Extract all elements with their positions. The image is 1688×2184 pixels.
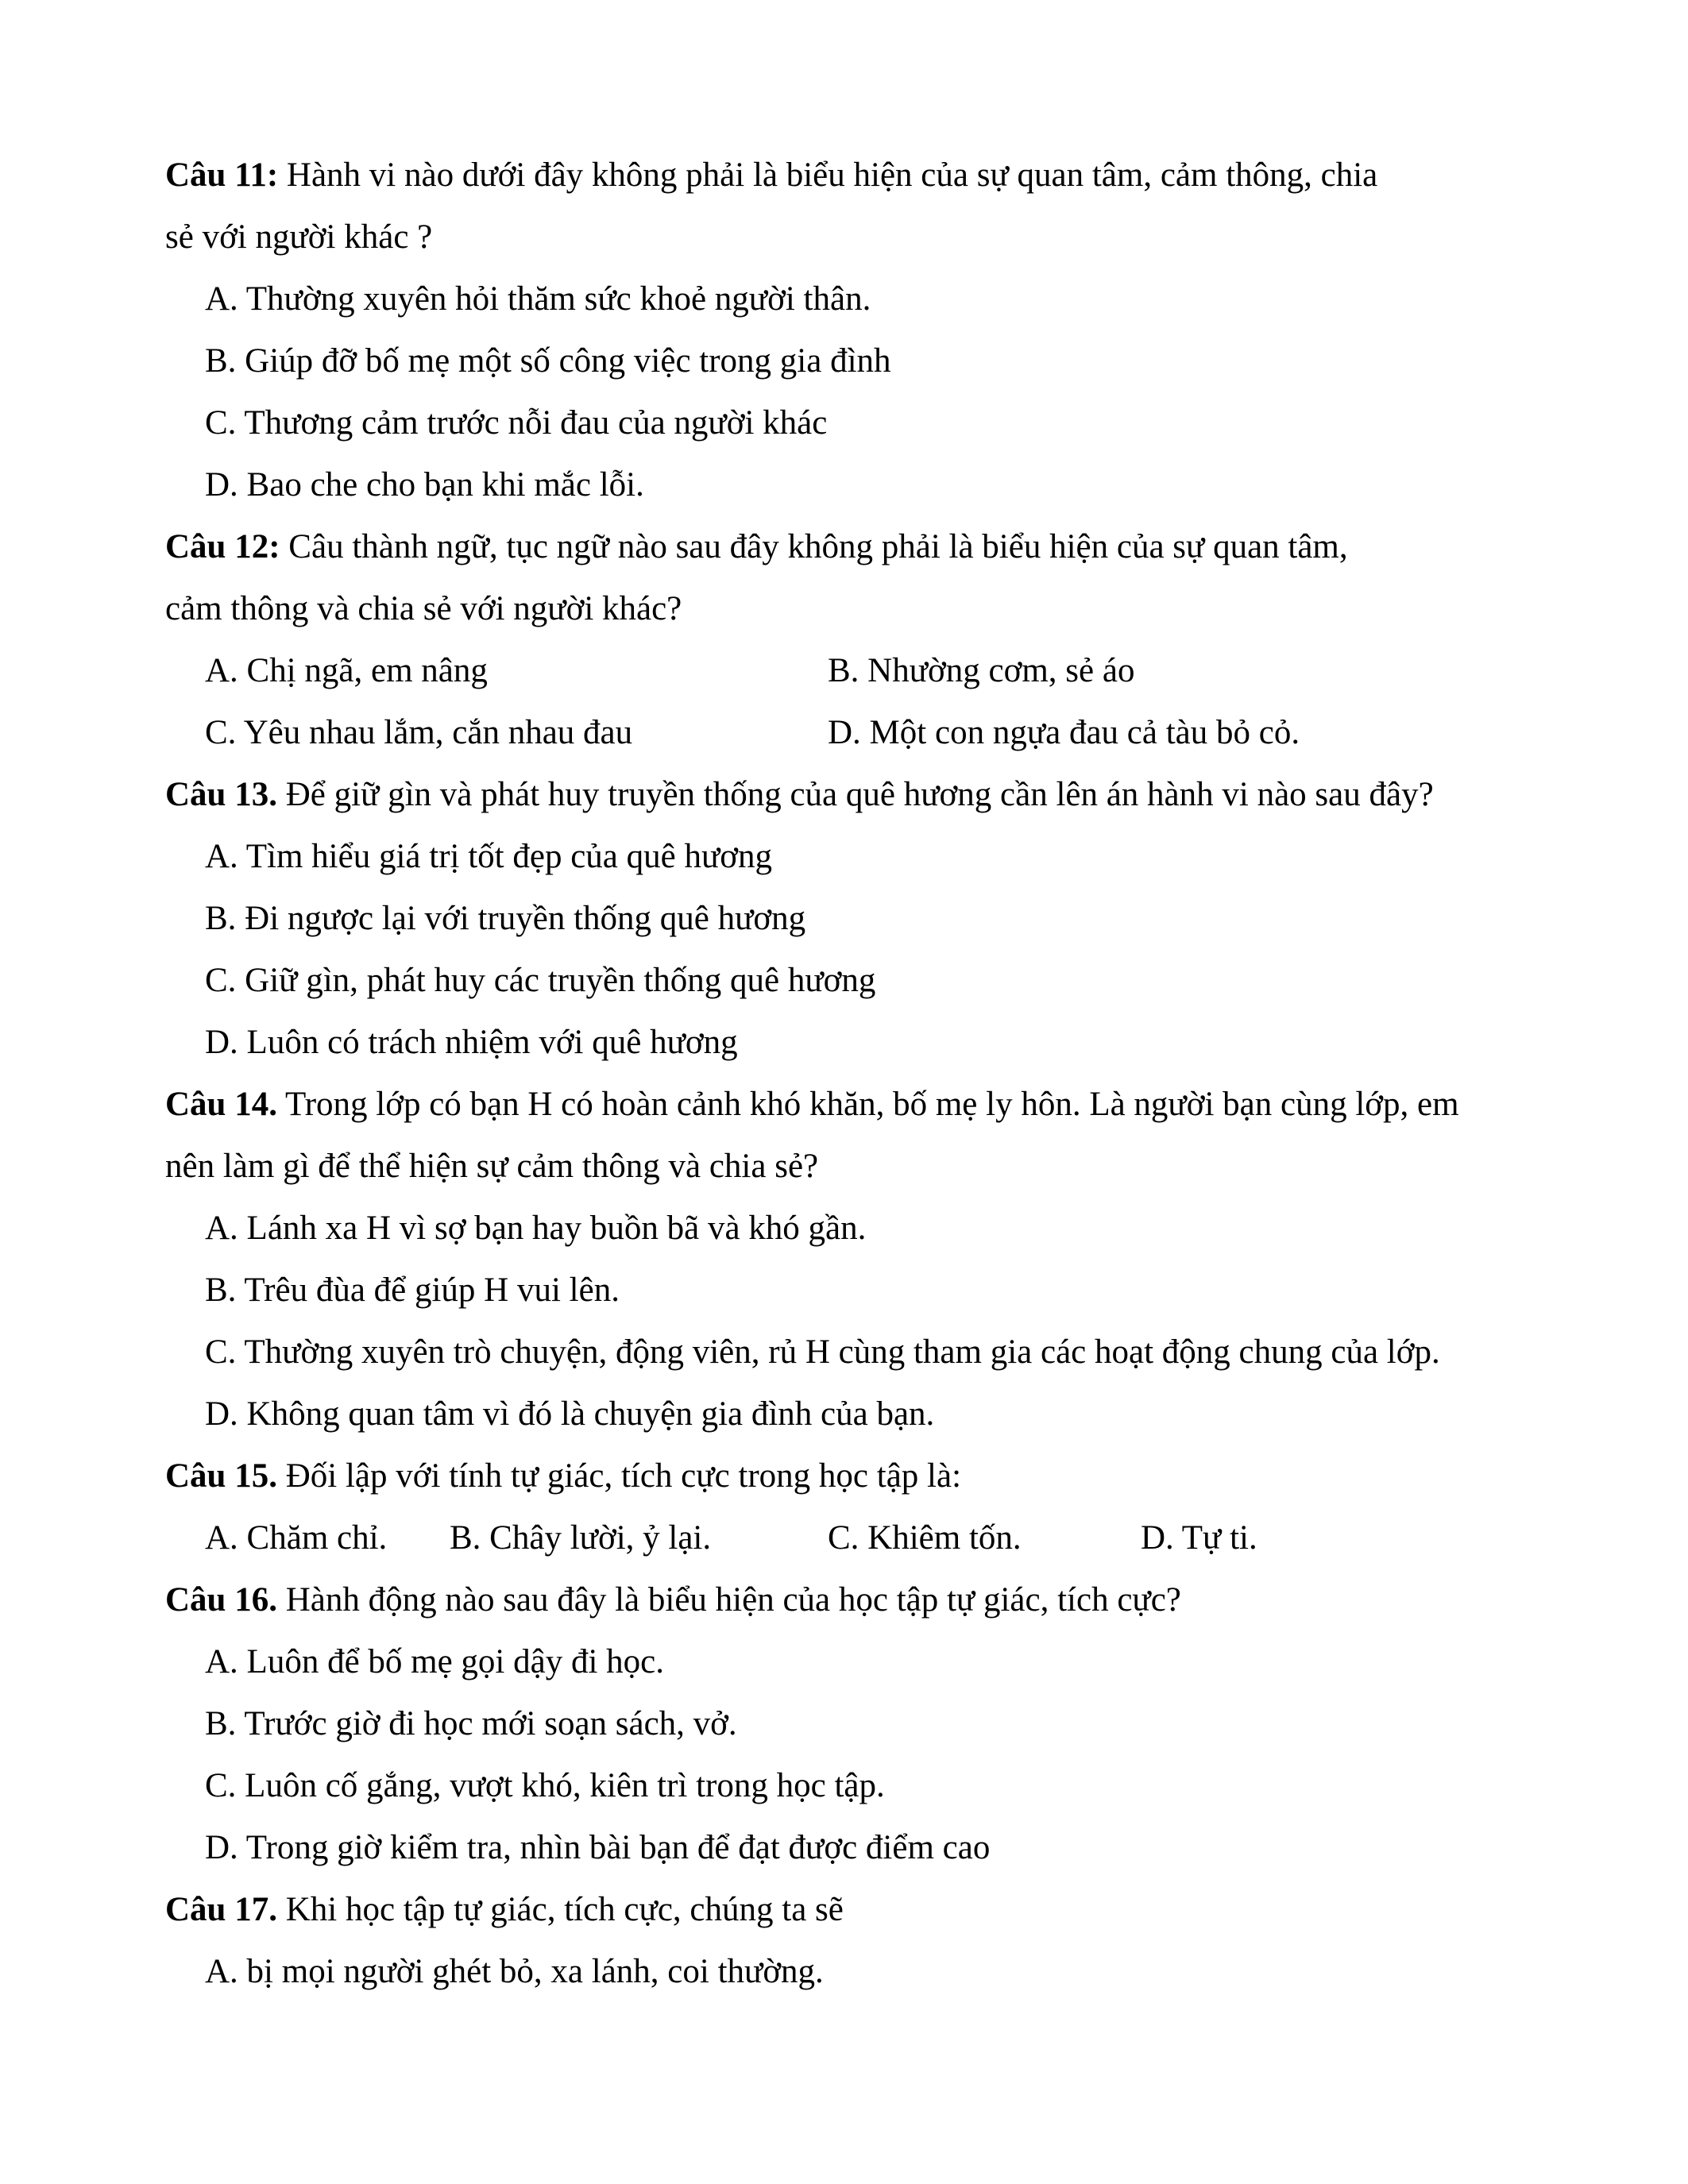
question-13-option-d: D. Luôn có trách nhiệm với quê hương <box>205 1024 738 1061</box>
question-14-text: Trong lớp có bạn H có hoàn cảnh khó khăn, bố mẹ ly hôn. Là người bạn cùng lớp, em <box>276 1086 1459 1123</box>
question-11-option-c: C. Thương cảm trước nỗi đau của người khác <box>205 404 828 442</box>
question-15-stem <box>165 1457 961 1496</box>
question-16-option-d: D. Trong giờ kiểm tra, nhìn bài bạn để đạt được điểm cao <box>205 1829 991 1866</box>
question-11-stem-cont: sẻ với người khác ? <box>165 218 433 256</box>
question-16-label: Câu 16. <box>165 1581 277 1619</box>
question-14-label: Câu 14. <box>165 1086 277 1123</box>
question-12-option-d: D. Một con ngựa đau cả tàu bỏ cỏ. <box>828 714 1300 751</box>
question-11-option-a: A. Thường xuyên hỏi thăm sức khoẻ người thân. <box>205 280 871 318</box>
question-11-text: Hành vi nào dưới đây không phải là biểu hiện của sự quan tâm, cảm thông, chia <box>278 156 1378 194</box>
question-15-option-b: B. Chây lười, ỷ lại. <box>450 1519 712 1557</box>
question-11-stem <box>165 156 1377 195</box>
question-15-label: Câu 15. <box>165 1457 277 1495</box>
question-11-label: Câu 11: <box>165 156 279 194</box>
question-13-stem <box>165 775 1434 815</box>
question-15-option-c: C. Khiêm tốn. <box>828 1519 1022 1557</box>
question-12-stem <box>165 527 1348 567</box>
question-14-option-d: D. Không quan tâm vì đó là chuyện gia đình của bạn. <box>205 1395 935 1433</box>
question-12-text: Câu thành ngữ, tục ngữ nào sau đây không phải là biểu hiện của sự quan tâm, <box>280 528 1348 565</box>
question-13-option-c: C. Giữ gìn, phát huy các truyền thống quê hương <box>205 962 876 999</box>
question-14-stem-cont: nên làm gì để thể hiện sự cảm thông và chia sẻ? <box>165 1148 819 1185</box>
question-11-option-d: D. Bao che cho bạn khi mắc lỗi. <box>205 466 644 504</box>
question-17-option-a: A. bị mọi người ghét bỏ, xa lánh, coi thường. <box>205 1953 824 1990</box>
question-13-label: Câu 13. <box>165 776 277 813</box>
question-17-text: Khi học tập tự giác, tích cực, chúng ta sẽ <box>276 1891 844 1928</box>
question-11-option-b: B. Giúp đỡ bố mẹ một số công việc trong gia đình <box>205 342 891 380</box>
question-14-option-a: A. Lánh xa H vì sợ bạn hay buồn bã và khó gần. <box>205 1210 867 1247</box>
question-14-option-c: C. Thường xuyên trò chuyện, động viên, rủ H cùng tham gia các hoạt động chung của lớp. <box>205 1333 1440 1371</box>
question-16-text: Hành động nào sau đây là biểu hiện của học tập tự giác, tích cực? <box>276 1581 1181 1619</box>
question-13-text: Để giữ gìn và phát huy truyền thống của quê hương cần lên án hành vi nào sau đây? <box>276 776 1434 813</box>
question-15-option-a: A. Chăm chỉ. <box>205 1519 388 1557</box>
question-15-option-d: D. Tự ti. <box>1141 1519 1257 1557</box>
question-17-stem <box>165 1890 844 1930</box>
question-13-option-b: B. Đi ngược lại với truyền thống quê hương <box>205 900 806 937</box>
question-12-option-b: B. Nhường cơm, sẻ áo <box>828 652 1135 689</box>
question-12-option-a: A. Chị ngã, em nâng <box>205 652 488 689</box>
question-14-option-b: B. Trêu đùa để giúp H vui lên. <box>205 1271 620 1309</box>
question-12-label: Câu 12: <box>165 528 280 565</box>
question-15-text: Đối lập với tính tự giác, tích cực trong học tập là: <box>276 1457 962 1495</box>
question-16-option-b: B. Trước giờ đi học mới soạn sách, vở. <box>205 1705 737 1742</box>
question-12-option-c: C. Yêu nhau lắm, cắn nhau đau <box>205 714 633 751</box>
question-12-stem-cont: cảm thông và chia sẻ với người khác? <box>165 590 682 627</box>
question-13-option-a: A. Tìm hiểu giá trị tốt đẹp của quê hương <box>205 838 772 875</box>
question-16-stem <box>165 1580 1181 1620</box>
question-14-stem <box>165 1085 1459 1125</box>
question-17-label: Câu 17. <box>165 1891 277 1928</box>
question-16-option-a: A. Luôn để bố mẹ gọi dậy đi học. <box>205 1643 665 1680</box>
question-16-option-c: C. Luôn cố gắng, vượt khó, kiên trì trong học tập. <box>205 1767 885 1804</box>
